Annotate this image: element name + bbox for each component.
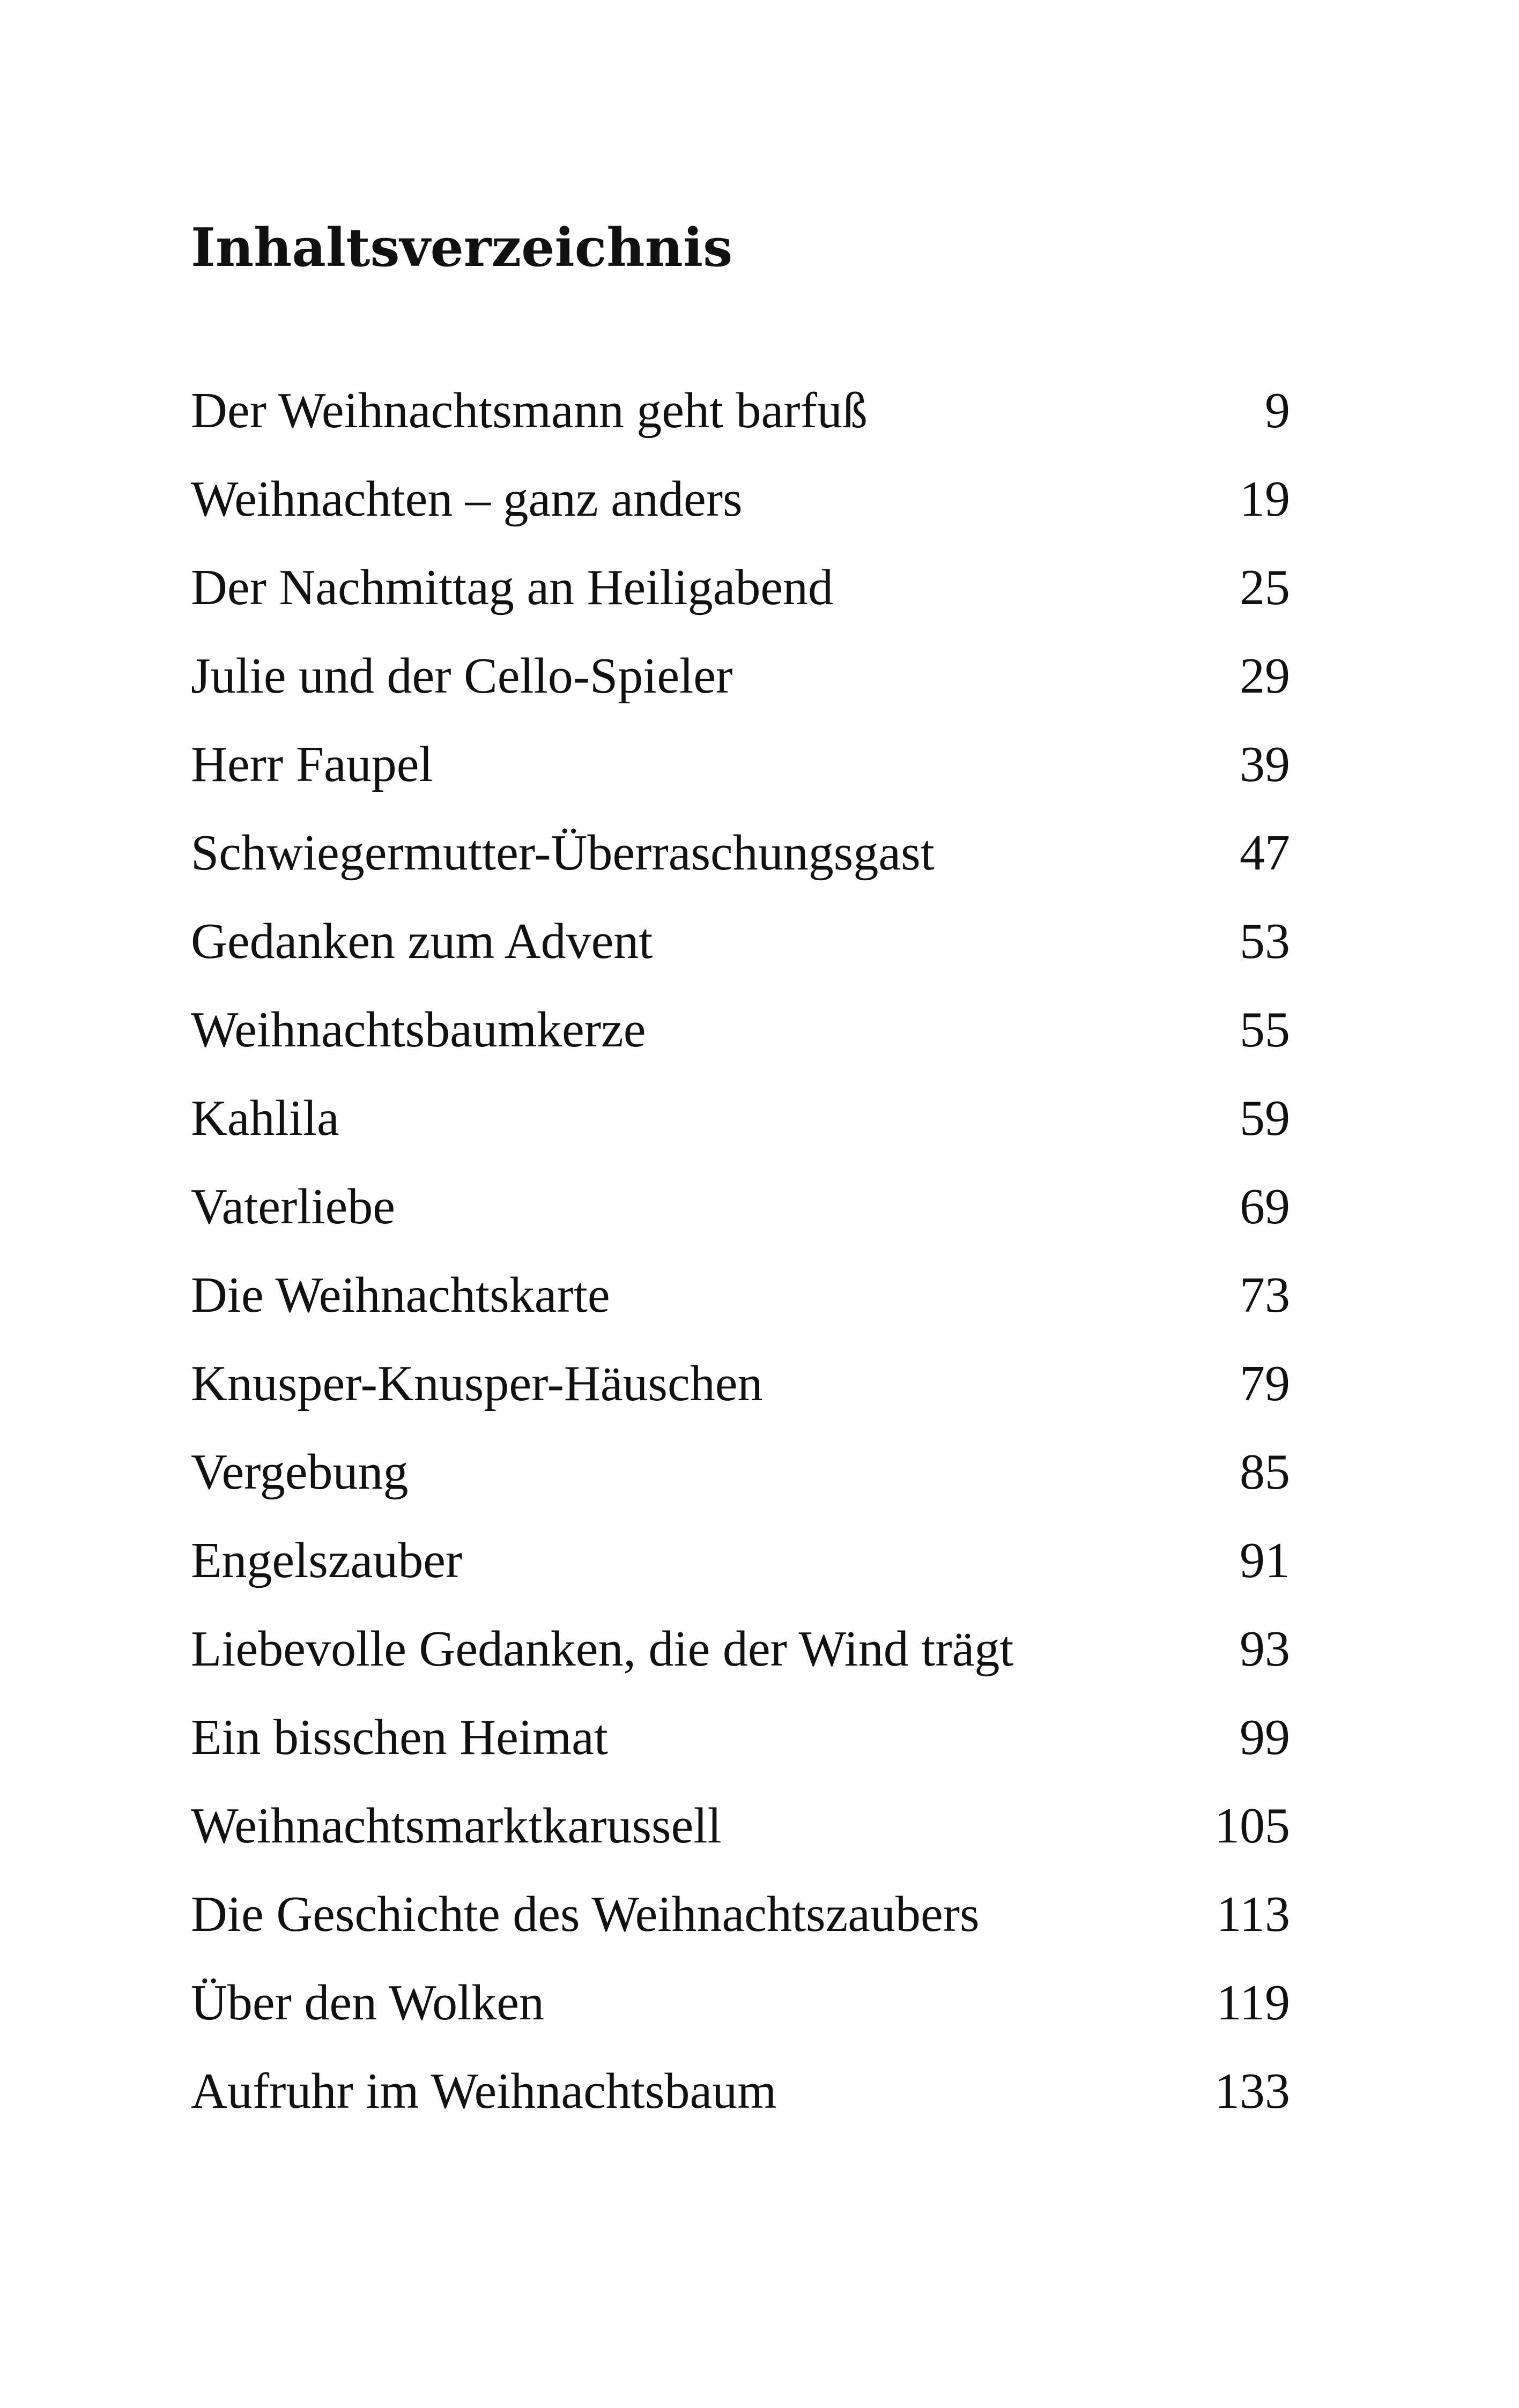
toc-entry (191, 720, 1290, 809)
toc-entry-title: Die Geschichte des Weihnachtszaubers (191, 1886, 980, 1942)
toc-entry-page-number: 55 (1240, 1002, 1290, 1058)
toc-entry (191, 632, 1290, 720)
toc-entry-title: Weihnachten – ganz anders (191, 471, 743, 527)
toc-entry (191, 1782, 1290, 1870)
toc-entry-title: Weihnachtsmarktkarussell (191, 1798, 722, 1854)
toc-entry-title: Gedanken zum Advent (191, 913, 653, 969)
toc-entry-title: Ein bisschen Heimat (191, 1710, 608, 1765)
toc-entry-title: Engelszauber (191, 1533, 463, 1588)
toc-heading: Inhaltsverzeichnis (191, 217, 733, 279)
toc-entry-title: Vergebung (191, 1444, 409, 1500)
toc-entry-page-number: 133 (1214, 2063, 1290, 2119)
toc-entry-title: Herr Faupel (191, 737, 433, 792)
toc-entry-title: Aufruhr im Weihnachtsbaum (191, 2063, 777, 2119)
toc-entry-page-number: 39 (1240, 737, 1290, 792)
toc-entry-page-number: 85 (1240, 1444, 1290, 1500)
toc-entry-title: Die Weihnachtskarte (191, 1267, 610, 1323)
toc-entry-page-number: 93 (1240, 1621, 1290, 1677)
toc-entry-title: Der Nachmittag an Heiligabend (191, 560, 834, 615)
toc-entry (191, 1074, 1290, 1163)
toc-entry (191, 455, 1290, 544)
toc-entry (191, 1340, 1290, 1428)
toc-entry-page-number: 25 (1240, 560, 1290, 615)
toc-entry (191, 2047, 1290, 2136)
toc-entry (191, 986, 1290, 1074)
toc-entry (191, 1163, 1290, 1251)
toc-entry-page-number: 9 (1265, 383, 1290, 439)
toc-entry-title: Vaterliebe (191, 1179, 396, 1235)
toc-entry (191, 809, 1290, 897)
toc-entry (191, 897, 1290, 986)
toc-entry-page-number: 105 (1214, 1798, 1290, 1854)
toc-entry-page-number: 19 (1240, 471, 1290, 527)
toc-entry-page-number: 53 (1240, 913, 1290, 969)
toc-entry-title: Über den Wolken (191, 1975, 544, 2031)
toc-entry-page-number: 79 (1240, 1356, 1290, 1411)
toc-entry-title: Julie und der Cello-Spieler (191, 648, 733, 704)
toc-entry-title: Weihnachtsbaumkerze (191, 1002, 646, 1058)
toc-entry (191, 1693, 1290, 1782)
toc-entry-page-number: 29 (1240, 648, 1290, 704)
toc-entry-title: Knusper-Knusper-Häuschen (191, 1356, 763, 1411)
toc-entry-page-number: 73 (1240, 1267, 1290, 1323)
toc-entry-title: Kahlila (191, 1090, 339, 1146)
toc-entry (191, 1959, 1290, 2047)
toc-entry (191, 544, 1290, 632)
toc-entry (191, 1428, 1290, 1517)
toc-entry-title: Liebevolle Gedanken, die der Wind trägt (191, 1621, 1014, 1677)
toc-list (191, 367, 1290, 2136)
toc-entry (191, 1517, 1290, 1605)
toc-entry-title: Schwiegermutter-Überraschungsgast (191, 825, 935, 881)
toc-entry (191, 1605, 1290, 1693)
toc-entry-page-number: 59 (1240, 1090, 1290, 1146)
toc-entry-page-number: 113 (1216, 1886, 1290, 1942)
toc-entry (191, 1251, 1290, 1340)
toc-entry-page-number: 99 (1240, 1710, 1290, 1765)
toc-entry (191, 1870, 1290, 1959)
toc-entry (191, 367, 1290, 455)
toc-entry-page-number: 91 (1240, 1533, 1290, 1588)
toc-entry-page-number: 119 (1216, 1975, 1290, 2031)
toc-entry-title: Der Weihnachtsmann geht barfuß (191, 383, 868, 439)
toc-entry-page-number: 69 (1240, 1179, 1290, 1235)
toc-entry-page-number: 47 (1240, 825, 1290, 881)
